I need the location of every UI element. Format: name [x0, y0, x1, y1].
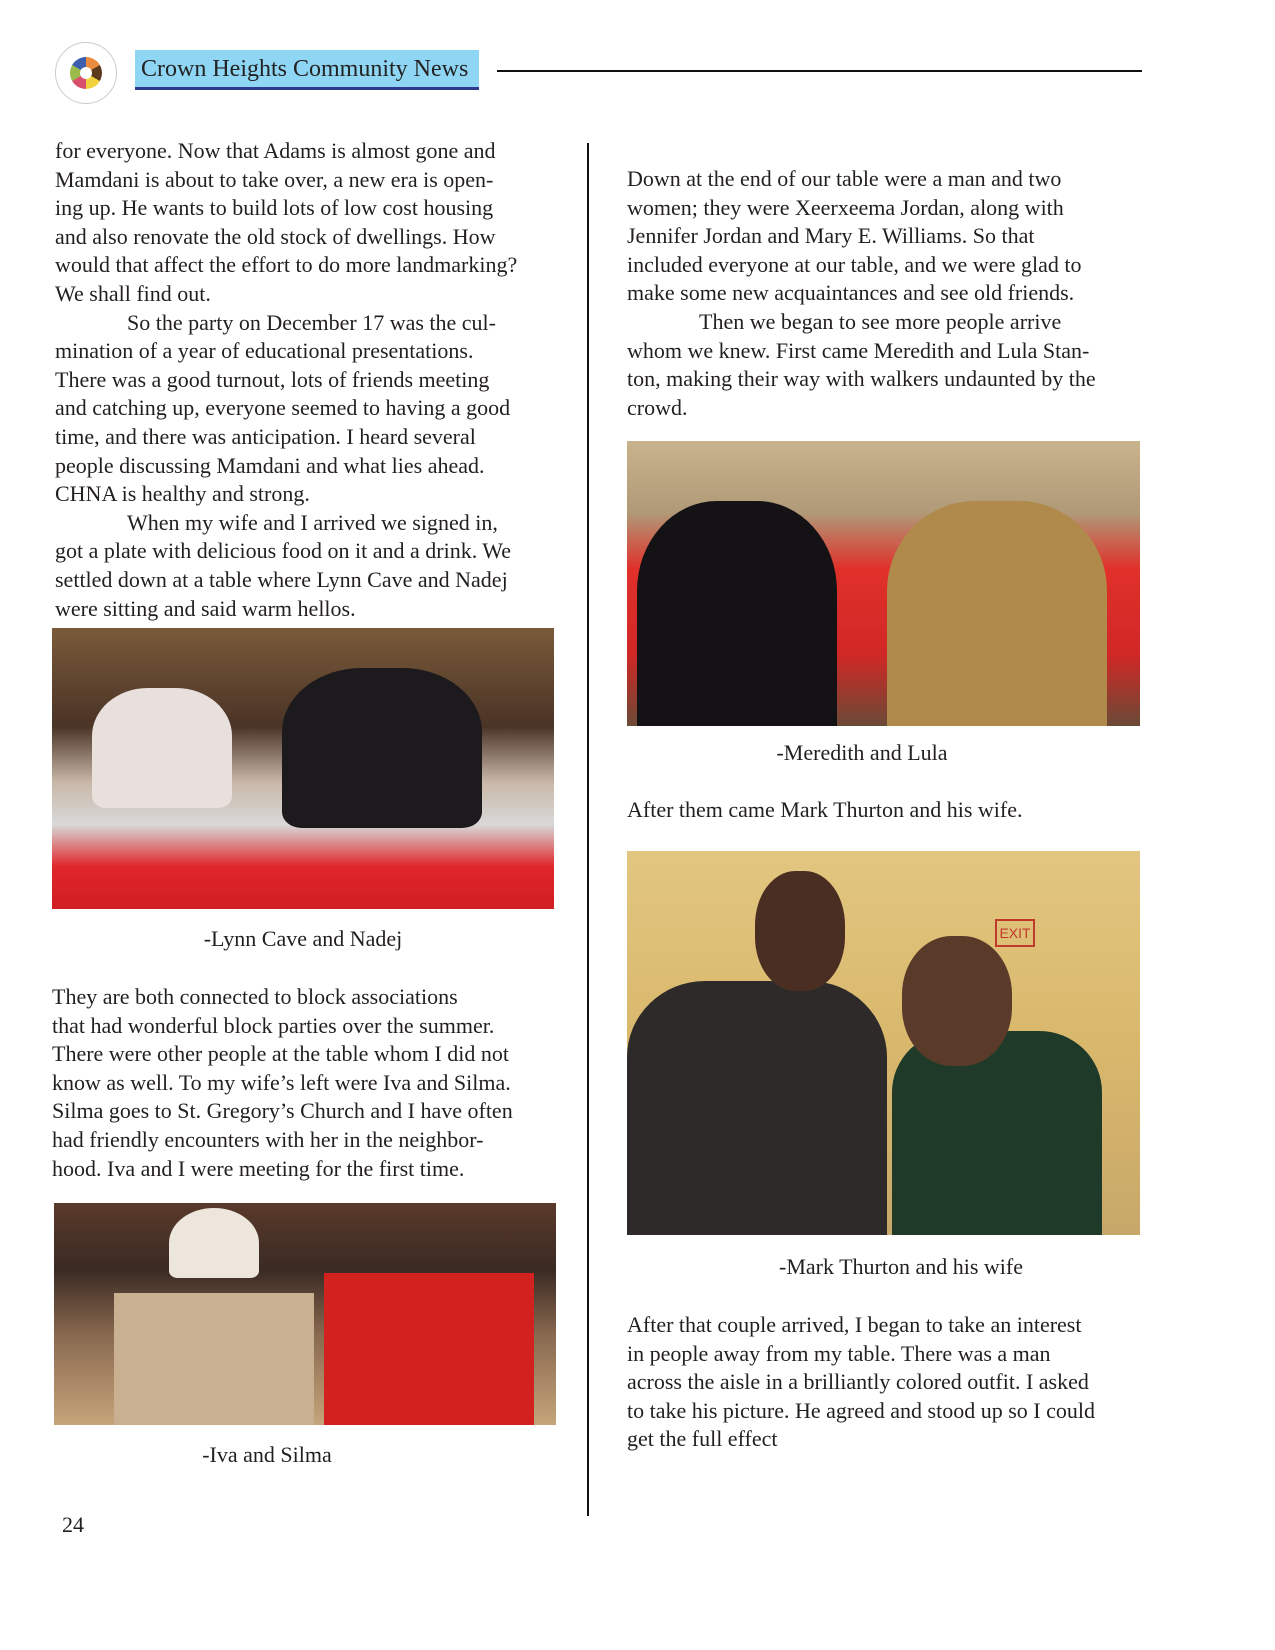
- text-line: crowd.: [627, 394, 688, 420]
- organization-logo: [55, 42, 117, 104]
- article-text-right-3: [627, 1311, 1095, 1454]
- text-line: people discussing Mamdani and what lies ahead.: [55, 452, 485, 478]
- text-line: They are both connected to block associations: [52, 984, 458, 1009]
- photo-figure: [892, 1031, 1102, 1235]
- text-line: Mamdani is about to take over, a new era is open-: [55, 166, 494, 192]
- photo-caption: -Meredith and Lula: [776, 740, 948, 765]
- text-line: whom we knew. First came Meredith and Lula Stan-: [627, 337, 1090, 363]
- text-line: settled down at a table where Lynn Cave and Nadej: [55, 566, 508, 592]
- photo-caption: -Lynn Cave and Nadej: [203, 926, 403, 951]
- photo-caption: -Iva and Silma: [202, 1442, 332, 1467]
- photo-figure: [324, 1273, 534, 1425]
- header-rule: [497, 70, 1142, 72]
- text-line: We shall find out.: [55, 280, 211, 306]
- text-line: in people away from my table. There was a man: [627, 1340, 1051, 1366]
- text-line: across the aisle in a brilliantly colored outfit. I asked: [627, 1369, 1089, 1395]
- photo-mark-thurton-and-wife: [627, 851, 1140, 1235]
- text-line: were sitting and said warm hellos.: [55, 595, 356, 621]
- text-line: Jennifer Jordan and Mary E. Williams. So that: [627, 223, 1035, 249]
- text-line: Silma goes to St. Gregory’s Church and I have often: [52, 1098, 513, 1124]
- photo-figure: [282, 668, 482, 828]
- photo-meredith-and-lula: [627, 441, 1140, 726]
- text-line: women; they were Xeerxeema Jordan, along with: [627, 194, 1064, 220]
- text-line: would that affect the effort to do more landmarking?: [55, 252, 518, 278]
- text-line: hood. Iva and I were meeting for the first time.: [52, 1155, 465, 1181]
- exit-sign: EXIT: [995, 919, 1035, 947]
- text-line: time, and there was anticipation. I heard several: [55, 423, 476, 449]
- photo-caption: -Mark Thurton and his wife: [779, 1254, 1023, 1279]
- text-line: After them came Mark Thurton and his wife.: [627, 797, 1023, 822]
- text-line: and catching up, everyone seemed to having a good: [55, 395, 511, 421]
- article-text-left-1: [55, 137, 517, 623]
- text-line: There were other people at the table whom I did not: [52, 1041, 509, 1067]
- text-line: and also renovate the old stock of dwellings. How: [55, 223, 496, 249]
- page-number: 24: [62, 1512, 84, 1537]
- text-line: for everyone. Now that Adams is almost gone and: [55, 138, 496, 163]
- photo-figure: [637, 501, 837, 726]
- column-divider: [587, 143, 589, 1516]
- text-line: make some new acquaintances and see old friends.: [627, 280, 1075, 306]
- photo-figure: [114, 1293, 314, 1425]
- photo-figure: [627, 981, 887, 1235]
- logo-center: [80, 67, 92, 79]
- text-line: CHNA is healthy and strong.: [55, 481, 310, 507]
- text-line: that had wonderful block parties over the summer.: [52, 1012, 495, 1038]
- text-line: mination of a year of educational presentations.: [55, 338, 474, 364]
- text-line: There was a good turnout, lots of friends meeting: [55, 366, 490, 392]
- text-line: Down at the end of our table were a man and two: [627, 166, 1062, 191]
- photo-iva-and-silma: [54, 1203, 556, 1425]
- text-line: know as well. To my wife’s left were Iva and Silma.: [52, 1069, 511, 1095]
- text-line: had friendly encounters with her in the neighbor-: [52, 1126, 484, 1152]
- photo-figure: [755, 871, 845, 991]
- text-line: Then we began to see more people arrive: [699, 308, 1062, 334]
- text-line: So the party on December 17 was the cul-: [127, 309, 496, 335]
- photo-figure: [169, 1208, 259, 1278]
- text-line: ing up. He wants to build lots of low cost housing: [55, 195, 494, 221]
- photo-lynn-cave-and-nadej: [52, 628, 554, 909]
- text-line: included everyone at our table, and we were glad to: [627, 251, 1082, 277]
- article-text-right-1: [627, 165, 1096, 422]
- text-line: When my wife and I arrived we signed in,: [127, 509, 498, 535]
- article-text-right-2: [627, 796, 1022, 825]
- text-line: to take his picture. He agreed and stood up so I could: [627, 1397, 1095, 1423]
- text-line: ton, making their way with walkers undaunted by the: [627, 366, 1096, 392]
- text-line: got a plate with delicious food on it and a drink. We: [55, 538, 512, 564]
- photo-figure: [902, 936, 1012, 1066]
- photo-figure: [92, 688, 232, 808]
- photo-figure: [887, 501, 1107, 726]
- article-text-left-2: [52, 983, 513, 1183]
- publication-title: Crown Heights Community News: [135, 50, 479, 90]
- text-line: After that couple arrived, I began to take an interest: [627, 1312, 1082, 1337]
- text-line: get the full effect: [627, 1426, 778, 1452]
